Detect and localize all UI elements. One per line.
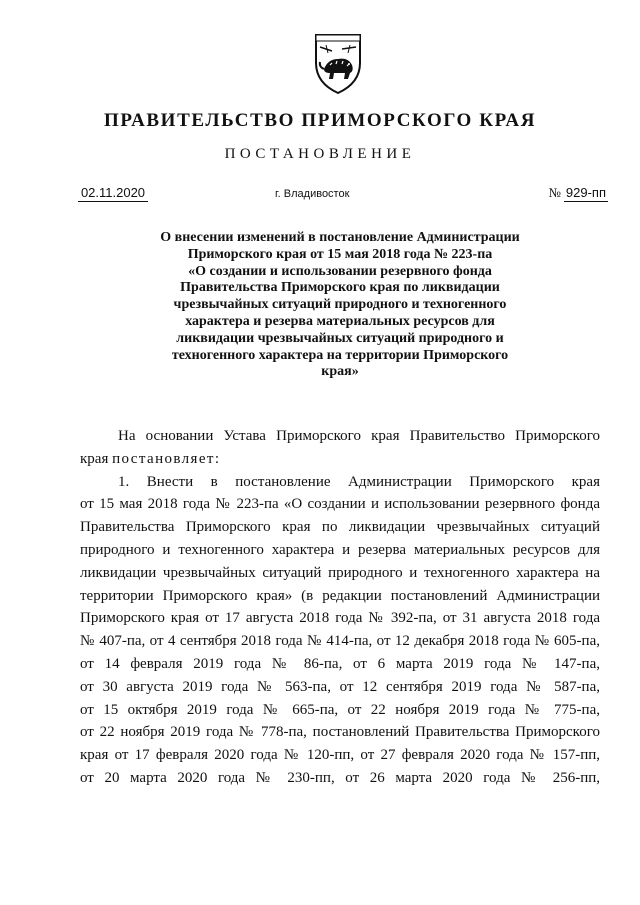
document-subject — [140, 230, 540, 381]
document-meta — [0, 185, 640, 207]
preamble-word: края — [80, 450, 113, 467]
primorsky-krai-coat-of-arms-icon — [302, 27, 374, 99]
item1-line: 1. Внести в постановление Администрации Приморского края — [118, 473, 600, 490]
item1-line: от 15 мая 2018 года № 223-па «О создании и использовании резервного фонда — [80, 496, 600, 513]
number-prefix: № — [548, 185, 561, 200]
item1-line: № 407-па, от 4 сентября 2018 года № 414-па, от 12 декабря 2018 года № 605-па, — [80, 633, 600, 650]
item1-line: от 15 октября 2019 года № 665-па, от 22 ноября 2019 года № 775-па, — [80, 701, 600, 718]
preamble-decree-word: постановляет: — [112, 450, 221, 467]
item1-line: от 14 февраля 2019 года № 86-па, от 6 марта 2019 года № 147-па, — [80, 655, 600, 672]
item1-line: от 20 марта 2020 года № 230-пп, от 26 марта 2020 года № 256-пп, — [80, 769, 600, 786]
document-number — [548, 185, 608, 202]
number-value: 929-пп — [565, 185, 606, 200]
document-city: г. Владивосток — [275, 188, 350, 200]
government-title: ПРАВИТЕЛЬСТВО ПРИМОРСКОГО КРАЯ — [103, 110, 537, 131]
subject-line: ликвидации чрезвычайных ситуаций природного и — [176, 330, 504, 346]
subject-line: Правительства Приморского края по ликвидации — [180, 280, 500, 296]
item1-line: природного и техногенного характера и резерва материальных ресурсов для — [80, 541, 600, 558]
item1-line: от 22 ноября 2019 года № 778-па, постановлений Правительства Приморского — [80, 724, 600, 741]
subject-line: чрезвычайных ситуаций природного и техногенного — [173, 297, 507, 313]
subject-line: края» — [321, 364, 359, 380]
subject-line: Приморского края от 15 мая 2018 года № 223-па — [187, 246, 493, 262]
item1-line: Правительства Приморского края по ликвидации чрезвычайных ситуаций — [80, 519, 600, 536]
preamble-line: На основании Устава Приморского края Правительство Приморского — [118, 428, 600, 444]
subject-line: «О создании и использовании резервного фонда — [188, 263, 492, 279]
document-date: 02.11.2020 — [78, 185, 148, 202]
subject-line: техногенного характера на территории Приморского — [171, 347, 509, 363]
document-body — [80, 425, 600, 790]
preamble-line — [80, 448, 600, 471]
item1-line: ликвидации чрезвычайных ситуаций природного и техногенного характера на — [80, 564, 600, 581]
document-type: ПОСТАНОВЛЕНИЕ — [224, 146, 416, 162]
subject-line: О внесении изменений в постановление Администрации — [160, 230, 520, 245]
item1-line: от 30 августа 2019 года № 563-па, от 12 сентября 2019 года № 587-па, — [80, 678, 600, 695]
subject-line: характера и резерва материальных ресурсов для — [185, 313, 495, 329]
item1-line: территории Приморского края» (в редакции постановлений Администрации — [80, 587, 600, 604]
item1-line: края от 17 февраля 2020 года № 120-пп, от 27 февраля 2020 года № 157-пп, — [80, 747, 600, 764]
item1-line: Приморского края от 17 августа 2018 года № 392-па, от 31 августа 2018 года — [80, 610, 600, 627]
